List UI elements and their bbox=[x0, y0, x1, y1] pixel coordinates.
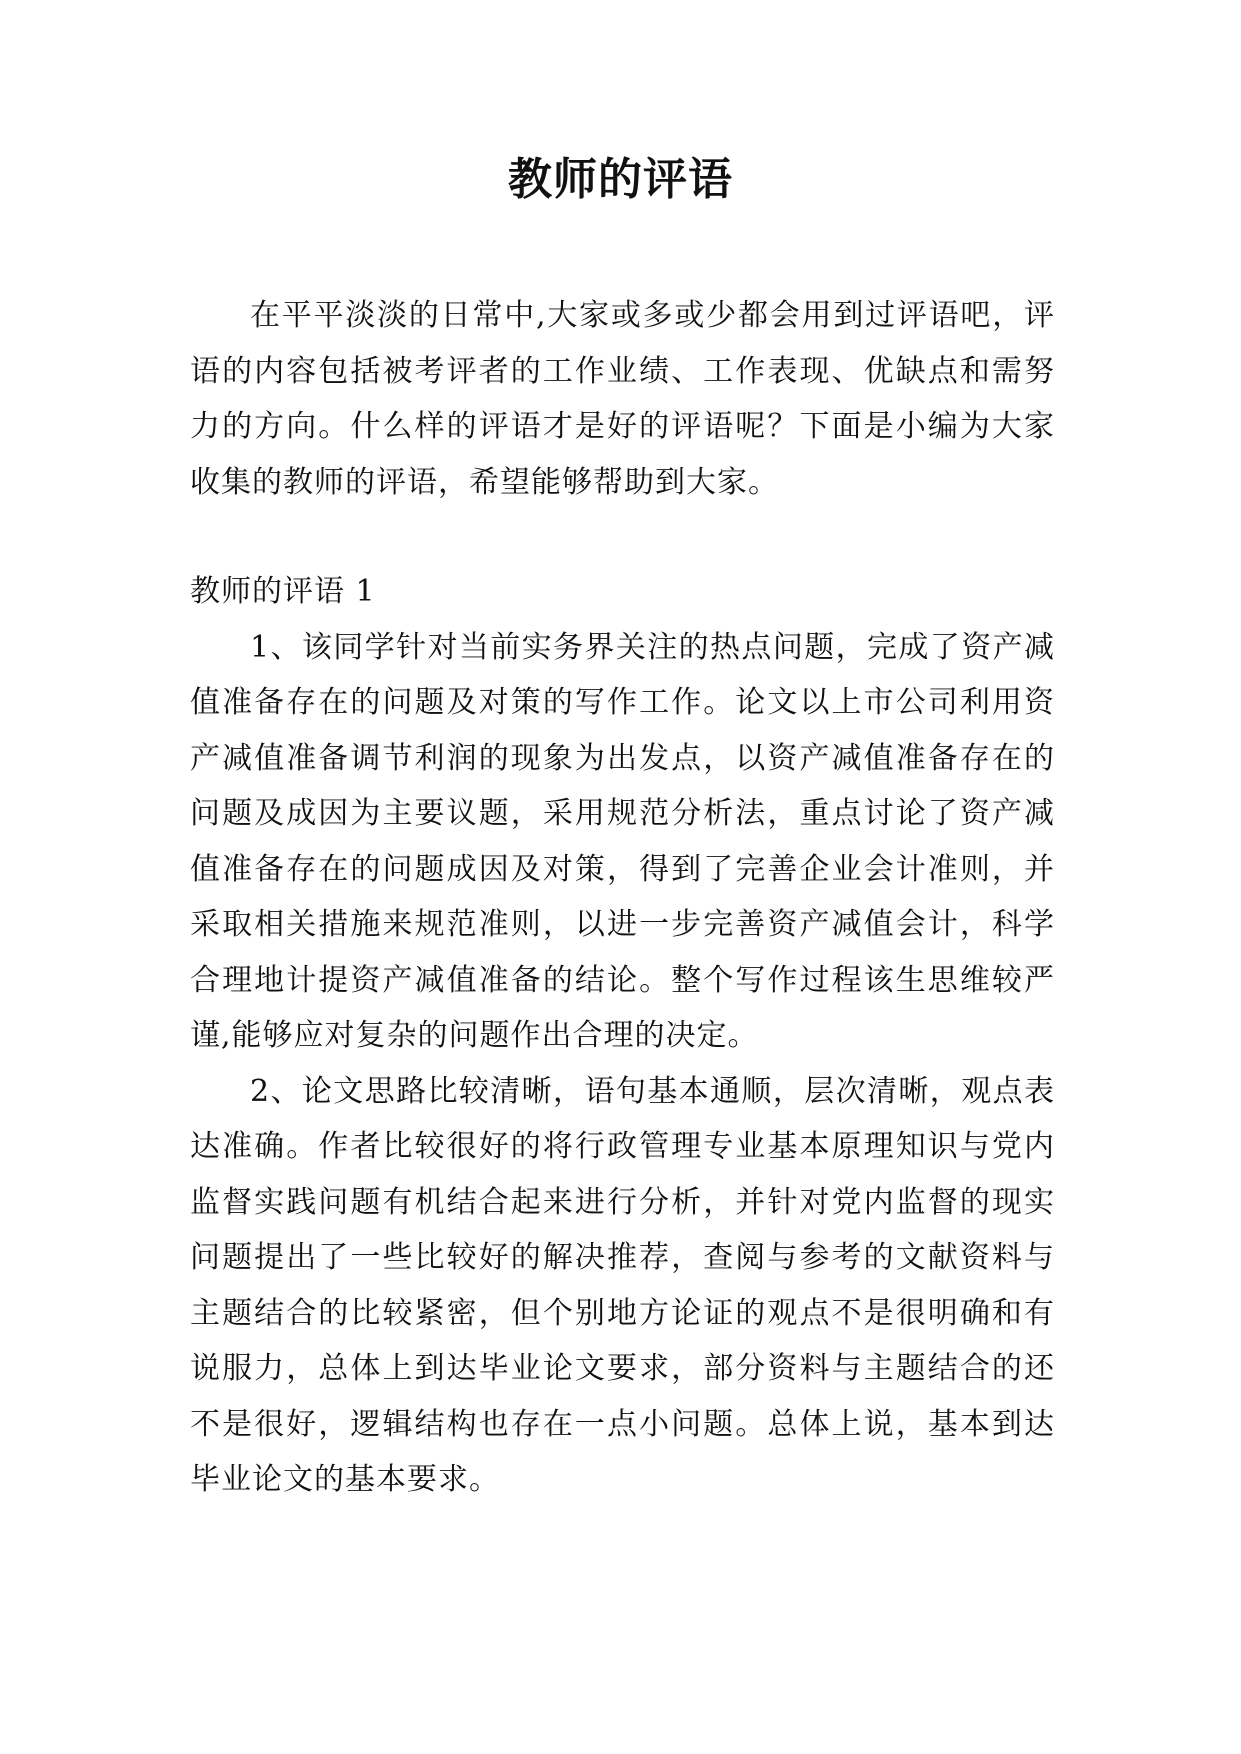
comment-paragraph-2: 2、论文思路比较清晰，语句基本通顺，层次清晰，观点表达准确。作者比较很好的将行政管理专业基本原理知识与党内监督实践问题有机结合起来进行分析，并针对党内监督的现实问题提出了一些比较好的解决推荐，查阅与参考的文献资料与主题结合的比较紧密，但个别地方论证的观点不是很明确和有说服力，总体上到达毕业论文要求，部分资料与主题结合的还不是很好，逻辑结构也存在一点小问题。总体上说，基本到达毕业论文的基本要求。 bbox=[190, 1073, 1055, 1497]
section-heading: 教师的评语 1 bbox=[190, 574, 376, 609]
document-body bbox=[190, 288, 1055, 1508]
intro-paragraph: 在平平淡淡的日常中,大家或多或少都会用到过评语吧，评语的内容包括被考评者的工作业绩、工作表现、优缺点和需努力的方向。什么样的评语才是好的评语呢？下面是小编为大家收集的教师的评语，希望能够帮助到大家。 bbox=[190, 298, 1055, 500]
document-title: 教师的评语 bbox=[508, 154, 733, 205]
comment-paragraph-1: 1、该同学针对当前实务界关注的热点问题，完成了资产减值准备存在的问题及对策的写作工作。论文以上市公司利用资产减值准备调节利润的现象为出发点，以资产减值准备存在的问题及成因为主要议题，采用规范分析法，重点讨论了资产减值准备存在的问题成因及对策，得到了完善企业会计准则，并采取相关措施来规范准则，以进一步完善资产减值会计，科学合理地计提资产减值准备的结论。整个写作过程该生思维较严谨,能够应对复杂的问题作出合理的决定。 bbox=[190, 629, 1055, 1053]
